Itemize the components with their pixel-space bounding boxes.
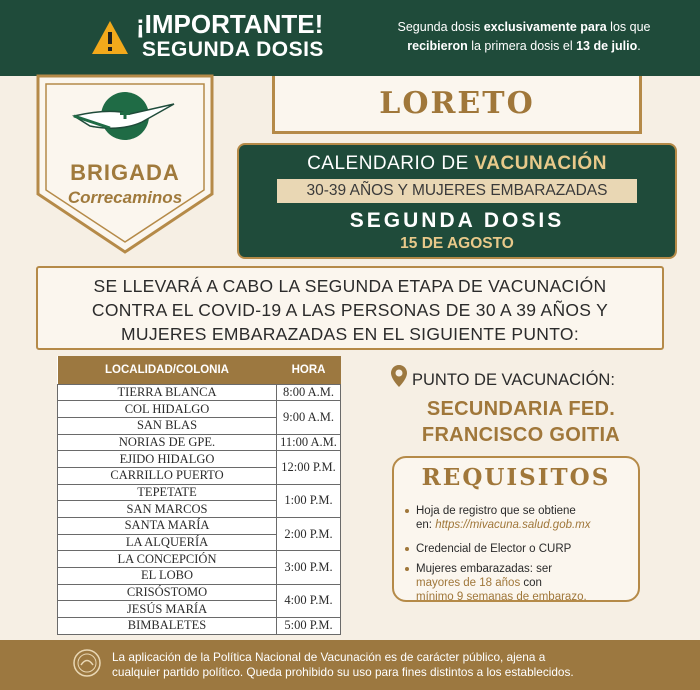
table-row — [58, 518, 341, 535]
banner-title: ¡IMPORTANTE! — [136, 9, 324, 39]
hour-cell: 8:00 A.M. — [277, 384, 341, 401]
registration-link[interactable]: https://mivacuna.salud.gob.mx — [435, 519, 591, 531]
locality-cell: JESÚS MARÍA — [58, 601, 277, 618]
locality-cell: TIERRA BLANCA — [58, 384, 277, 401]
hour-cell: 11:00 A.M. — [277, 434, 341, 451]
requirements-box — [392, 456, 640, 602]
table-row — [58, 384, 341, 401]
calendar-box — [237, 143, 677, 259]
message-line3: MUJERES EMBARAZADAS EN EL SIGUIENTE PUNTO: — [121, 324, 579, 344]
col-hour-header: HORA — [277, 356, 341, 384]
locality-cell: COL HIDALGO — [58, 401, 277, 418]
locality-cell: BIMBALETES — [58, 618, 277, 635]
vaccination-point-line2: FRANCISCO GOITIA — [421, 424, 621, 446]
col-locality-header: LOCALIDAD/COLONIA — [58, 356, 277, 384]
requirement-item: Mujeres embarazadas: ser mayores de 18 años con mínimo 9 semanas de embarazo. — [416, 562, 636, 604]
locality-cell: CRISÓSTOMO — [58, 584, 277, 601]
requirements-title: REQUISITOS — [421, 464, 611, 491]
calendar-band: 30-39 AÑOS Y MUJERES EMBARAZADAS — [277, 179, 637, 203]
location-name: LORETO — [379, 86, 535, 121]
brand-line2: Correcaminos — [67, 188, 183, 207]
table-row — [58, 434, 341, 451]
table-row — [58, 584, 341, 601]
calendar-title: CALENDARIO DE VACUNACIÓN — [307, 153, 607, 174]
hour-cell: 3:00 P.M. — [277, 551, 341, 584]
message-box — [36, 266, 664, 350]
banner-note: Segunda dosis exclusivamente para los que recibieron la primera dosis el 13 de julio. — [397, 20, 651, 53]
locality-cell: NORIAS DE GPE. — [58, 434, 277, 451]
locality-cell: SAN MARCOS — [58, 501, 277, 518]
footer-text: La aplicación de la Política Nacional de Vacunación es de carácter público, ajena a cualquier partido político. Queda prohibido su uso para fines distintos a los establecidos. — [112, 650, 574, 679]
message-line1: SE LLEVARÁ A CABO LA SEGUNDA ETAPA DE VACUNACIÓN — [93, 276, 607, 296]
location-box — [272, 76, 642, 134]
table-row — [58, 618, 341, 635]
bullet-icon — [405, 567, 409, 571]
locality-cell: CARRILLO PUERTO — [58, 467, 277, 484]
locality-cell: LA ALQUERÍA — [58, 534, 277, 551]
locality-cell: SAN BLAS — [58, 417, 277, 434]
hour-cell: 4:00 P.M. — [277, 584, 341, 617]
vaccination-point-label: PUNTO DE VACUNACIÓN: — [412, 371, 615, 389]
schedule-table — [57, 356, 341, 635]
locality-cell: SANTA MARÍA — [58, 518, 277, 535]
hour-cell: 1:00 P.M. — [277, 484, 341, 517]
locality-cell: EL LOBO — [58, 568, 277, 585]
table-row — [58, 401, 341, 418]
requirement-item: Credencial de Elector o CURP — [416, 542, 636, 556]
government-seal-icon — [72, 648, 102, 678]
calendar-date: 15 DE AGOSTO — [400, 235, 514, 252]
locality-cell: LA CONCEPCIÓN — [58, 551, 277, 568]
hour-cell: 9:00 A.M. — [277, 401, 341, 434]
hour-cell: 12:00 P.M. — [277, 451, 341, 484]
calendar-dose: SEGUNDA DOSIS — [349, 209, 565, 232]
bullet-icon — [405, 509, 409, 513]
table-row — [58, 551, 341, 568]
vaccination-point-line1: SECUNDARIA FED. — [426, 398, 616, 420]
bullet-icon — [405, 547, 409, 551]
locality-cell: EJIDO HIDALGO — [58, 451, 277, 468]
banner-subtitle: SEGUNDA DOSIS — [142, 38, 324, 61]
requirement-item: Hoja de registro que se obtiene en: https://mivacuna.salud.gob.mx — [416, 504, 636, 532]
bird-logo-icon — [70, 86, 180, 156]
hour-cell: 5:00 P.M. — [277, 618, 341, 635]
map-pin-icon — [390, 364, 408, 388]
table-row — [58, 451, 341, 468]
message-line2: CONTRA EL COVID-19 A LAS PERSONAS DE 30 A 39 AÑOS Y — [91, 300, 609, 320]
brand-line1: BRIGADA — [70, 160, 180, 185]
hour-cell: 2:00 P.M. — [277, 518, 341, 551]
table-row — [58, 484, 341, 501]
warning-icon — [90, 18, 130, 58]
locality-cell: TEPETATE — [58, 484, 277, 501]
